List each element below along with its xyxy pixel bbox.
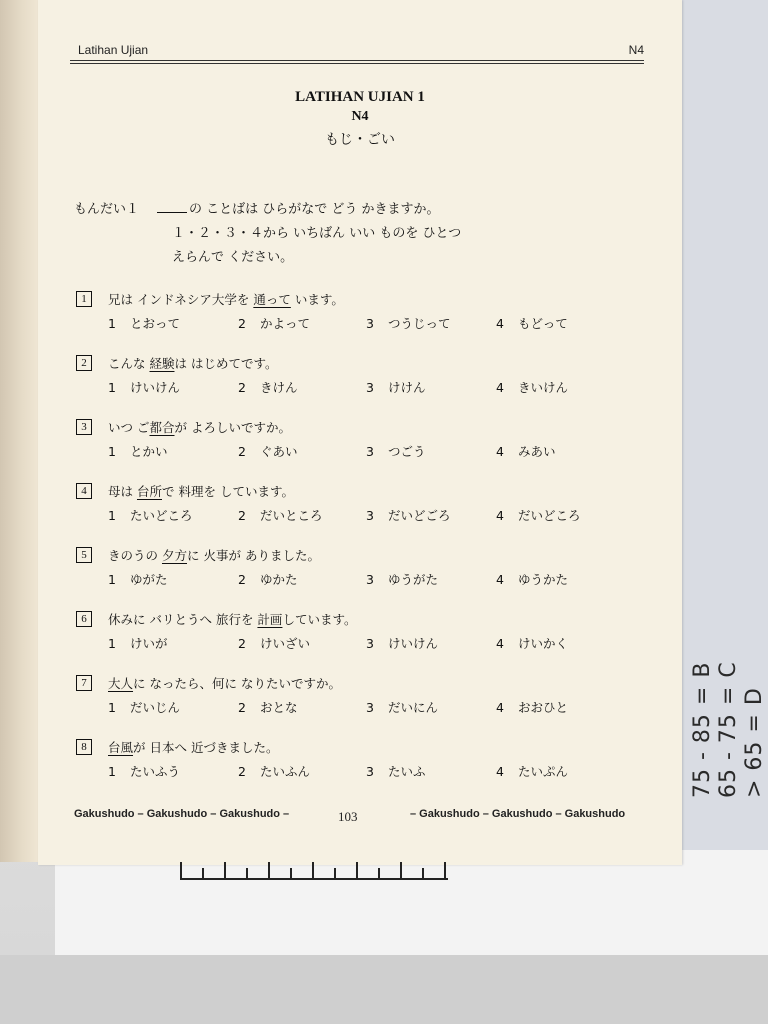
option-text: だいところ — [260, 508, 323, 523]
question-target-word: 都合 — [149, 420, 175, 435]
ruler-tick — [334, 868, 336, 878]
answer-option[interactable] — [366, 762, 426, 780]
book-page — [38, 0, 682, 865]
question-text — [108, 290, 344, 308]
handwritten-grades — [690, 648, 767, 828]
option-text: とかい — [130, 444, 168, 459]
option-text: けいけん — [130, 380, 181, 395]
answer-option[interactable] — [366, 506, 451, 524]
option-text: つうじって — [388, 316, 451, 331]
answer-option[interactable] — [238, 314, 310, 332]
ruler-tick — [312, 862, 314, 878]
option-text: たいふ — [388, 764, 426, 779]
answer-option[interactable] — [108, 314, 180, 332]
question-3 — [76, 419, 636, 479]
option-text: たいふん — [260, 764, 311, 779]
instruction-line-3: えらんで ください。 — [172, 250, 294, 265]
question-text-pre: いつ ご — [108, 420, 150, 435]
ruler-tick — [356, 862, 358, 878]
page-section: もじ・ごい — [325, 132, 395, 148]
question-number: 1 — [76, 291, 92, 307]
answer-option[interactable] — [108, 506, 193, 524]
header-right: N4 — [628, 43, 644, 57]
option-number: 2 — [238, 316, 246, 331]
question-text — [108, 674, 341, 692]
option-text: けけん — [388, 380, 426, 395]
option-number: 3 — [366, 764, 374, 779]
blank-underline — [157, 202, 187, 213]
option-number: 1 — [108, 380, 116, 395]
option-number: 2 — [238, 700, 246, 715]
option-text: ゆうがた — [388, 572, 439, 587]
option-number: 3 — [366, 700, 374, 715]
option-number: 3 — [366, 572, 374, 587]
option-text: たいふう — [130, 764, 181, 779]
answer-option[interactable] — [108, 698, 180, 716]
header-rule-top — [70, 60, 644, 61]
question-text-pre: こんな — [108, 356, 150, 371]
question-number: 6 — [76, 611, 92, 627]
question-text — [108, 610, 356, 628]
answer-option[interactable] — [366, 378, 426, 396]
page-title: LATIHAN UJIAN 1 — [295, 89, 425, 105]
option-text: もどって — [518, 316, 568, 331]
answer-option[interactable] — [238, 634, 310, 652]
option-number: 2 — [238, 764, 246, 779]
header-rule-bottom — [70, 63, 644, 64]
instruction-line-1 — [74, 198, 440, 217]
question-number: 5 — [76, 547, 92, 563]
question-1 — [76, 291, 636, 351]
option-text: つごう — [388, 444, 426, 459]
answer-option[interactable] — [496, 762, 568, 780]
answer-option[interactable] — [366, 570, 438, 588]
answer-option[interactable] — [108, 442, 168, 460]
ruler-tick — [202, 868, 204, 878]
question-text-post: が 日本へ 近づきました。 — [133, 740, 279, 755]
option-number: 3 — [366, 508, 374, 523]
answer-option[interactable] — [238, 378, 298, 396]
question-target-word: 大人 — [108, 676, 134, 691]
option-text: かよって — [260, 316, 311, 331]
page-level: N4 — [351, 109, 369, 124]
option-number: 4 — [496, 572, 504, 587]
answer-option[interactable] — [238, 762, 310, 780]
option-number: 3 — [366, 444, 374, 459]
option-text: だいどごろ — [388, 508, 451, 523]
question-number: 4 — [76, 483, 92, 499]
option-text: だいじん — [130, 700, 181, 715]
question-target-word: 計画 — [257, 612, 283, 627]
question-target-word: 経験 — [149, 356, 175, 371]
option-text: おとな — [260, 700, 298, 715]
book-spine — [0, 0, 38, 862]
option-text: ゆうかた — [518, 572, 569, 587]
option-text: けいが — [130, 636, 168, 651]
answer-option[interactable] — [496, 378, 568, 396]
question-number: 2 — [76, 355, 92, 371]
answer-option[interactable] — [108, 378, 180, 396]
question-6 — [76, 611, 636, 671]
option-number: 2 — [238, 508, 246, 523]
question-text — [108, 738, 278, 756]
answer-option[interactable] — [366, 314, 451, 332]
ruler-tick — [246, 868, 248, 878]
question-text-post: います。 — [290, 292, 344, 307]
option-text: だいどころ — [518, 508, 581, 523]
footer-left: Gakushudo – Gakushudo – Gakushudo – — [74, 808, 290, 820]
page-number: 103 — [338, 809, 358, 824]
ruler-tick — [180, 862, 182, 878]
question-4 — [76, 483, 636, 543]
option-text: きいけん — [518, 380, 569, 395]
answer-option[interactable] — [108, 570, 168, 588]
option-number: 1 — [108, 700, 116, 715]
question-text-pre: 休みに バリとうへ 旅行を — [108, 612, 258, 627]
question-text — [108, 354, 277, 372]
option-number: 1 — [108, 572, 116, 587]
instruction-label: もんだい１ — [74, 202, 140, 217]
question-2 — [76, 355, 636, 415]
question-5 — [76, 547, 636, 607]
question-text-post: に 火事が ありました。 — [187, 548, 320, 563]
option-text: けいざい — [260, 636, 311, 651]
answer-option[interactable] — [366, 634, 438, 652]
question-number: 3 — [76, 419, 92, 435]
option-text: けいけん — [388, 636, 439, 651]
answer-option[interactable] — [238, 570, 298, 588]
option-text: とおって — [130, 316, 181, 331]
option-number: 3 — [366, 316, 374, 331]
answer-option[interactable] — [496, 506, 581, 524]
option-number: 4 — [496, 700, 504, 715]
question-text — [108, 546, 320, 564]
option-number: 1 — [108, 636, 116, 651]
option-text: おおひと — [518, 700, 569, 715]
question-7 — [76, 675, 636, 735]
option-text: みあい — [518, 444, 556, 459]
footer-right: – Gakushudo – Gakushudo – Gakushudo — [410, 808, 626, 820]
question-text-post: で 料理を しています。 — [162, 484, 294, 499]
option-number: 2 — [238, 444, 246, 459]
question-text-post: に なったら、何に なりたいですか。 — [133, 676, 341, 691]
scanner-bed — [0, 955, 768, 1024]
option-text: だいにん — [388, 700, 439, 715]
option-number: 4 — [496, 316, 504, 331]
answer-option[interactable] — [496, 314, 568, 332]
question-number: 7 — [76, 675, 92, 691]
question-text-pre: きのうの — [108, 548, 162, 563]
question-text-post: は はじめてです。 — [174, 356, 278, 371]
ruler-tick — [378, 868, 380, 878]
question-text-pre: 母は — [108, 484, 137, 499]
option-number: 4 — [496, 380, 504, 395]
answer-option[interactable] — [108, 762, 180, 780]
question-text-pre: 兄は インドネシア大学を — [108, 292, 254, 307]
option-number: 3 — [366, 380, 374, 395]
ruler-tick — [400, 862, 402, 878]
option-number: 3 — [366, 636, 374, 651]
answer-option[interactable] — [366, 442, 426, 460]
option-number: 4 — [496, 508, 504, 523]
option-number: 4 — [496, 636, 504, 651]
ruler-tick — [444, 862, 446, 878]
answer-option[interactable] — [496, 570, 568, 588]
answer-option[interactable] — [238, 506, 323, 524]
option-text: ゆかた — [260, 572, 298, 587]
ruler-tick — [268, 862, 270, 878]
answer-option[interactable] — [496, 634, 568, 652]
ruler-tick — [224, 862, 226, 878]
option-number: 1 — [108, 316, 116, 331]
question-target-word: 台風 — [108, 740, 134, 755]
option-text: ぐあい — [260, 444, 298, 459]
question-text-post: しています。 — [282, 612, 357, 627]
grade-d: > 65 = D — [742, 687, 767, 798]
option-number: 2 — [238, 380, 246, 395]
question-text-post: が よろしいですか。 — [174, 420, 291, 435]
option-number: 4 — [496, 444, 504, 459]
option-number: 1 — [108, 764, 116, 779]
option-number: 1 — [108, 444, 116, 459]
instruction-line-2: １・２・３・４から いちばん いい ものを ひとつ — [172, 226, 462, 241]
ruler-tick — [290, 868, 292, 878]
option-text: ゆがた — [130, 572, 168, 587]
option-text: けいかく — [518, 636, 569, 651]
answer-option[interactable] — [496, 442, 556, 460]
instruction-text-1: の ことばは ひらがなで どう かきますか。 — [189, 202, 440, 217]
question-number: 8 — [76, 739, 92, 755]
answer-option[interactable] — [238, 442, 298, 460]
scan-ruler — [180, 862, 448, 880]
answer-option[interactable] — [496, 698, 568, 716]
option-text: きけん — [260, 380, 298, 395]
option-text: たいどころ — [130, 508, 193, 523]
option-number: 2 — [238, 636, 246, 651]
question-target-word: 台所 — [136, 484, 162, 499]
question-text — [108, 482, 294, 500]
header-left: Latihan Ujian — [78, 43, 149, 57]
answer-option[interactable] — [366, 698, 438, 716]
answer-option[interactable] — [108, 634, 168, 652]
question-target-word: 夕方 — [161, 548, 187, 563]
option-number: 2 — [238, 572, 246, 587]
option-number: 1 — [108, 508, 116, 523]
question-text — [108, 418, 291, 436]
answer-option[interactable] — [238, 698, 298, 716]
option-text: たいぷん — [518, 764, 569, 779]
ruler-tick — [422, 868, 424, 878]
option-number: 4 — [496, 764, 504, 779]
question-target-word: 通って — [253, 292, 291, 307]
grade-b: 75 - 85 = B — [690, 661, 715, 798]
question-8 — [76, 739, 636, 799]
grade-c: 65 - 75 = C — [716, 661, 741, 798]
